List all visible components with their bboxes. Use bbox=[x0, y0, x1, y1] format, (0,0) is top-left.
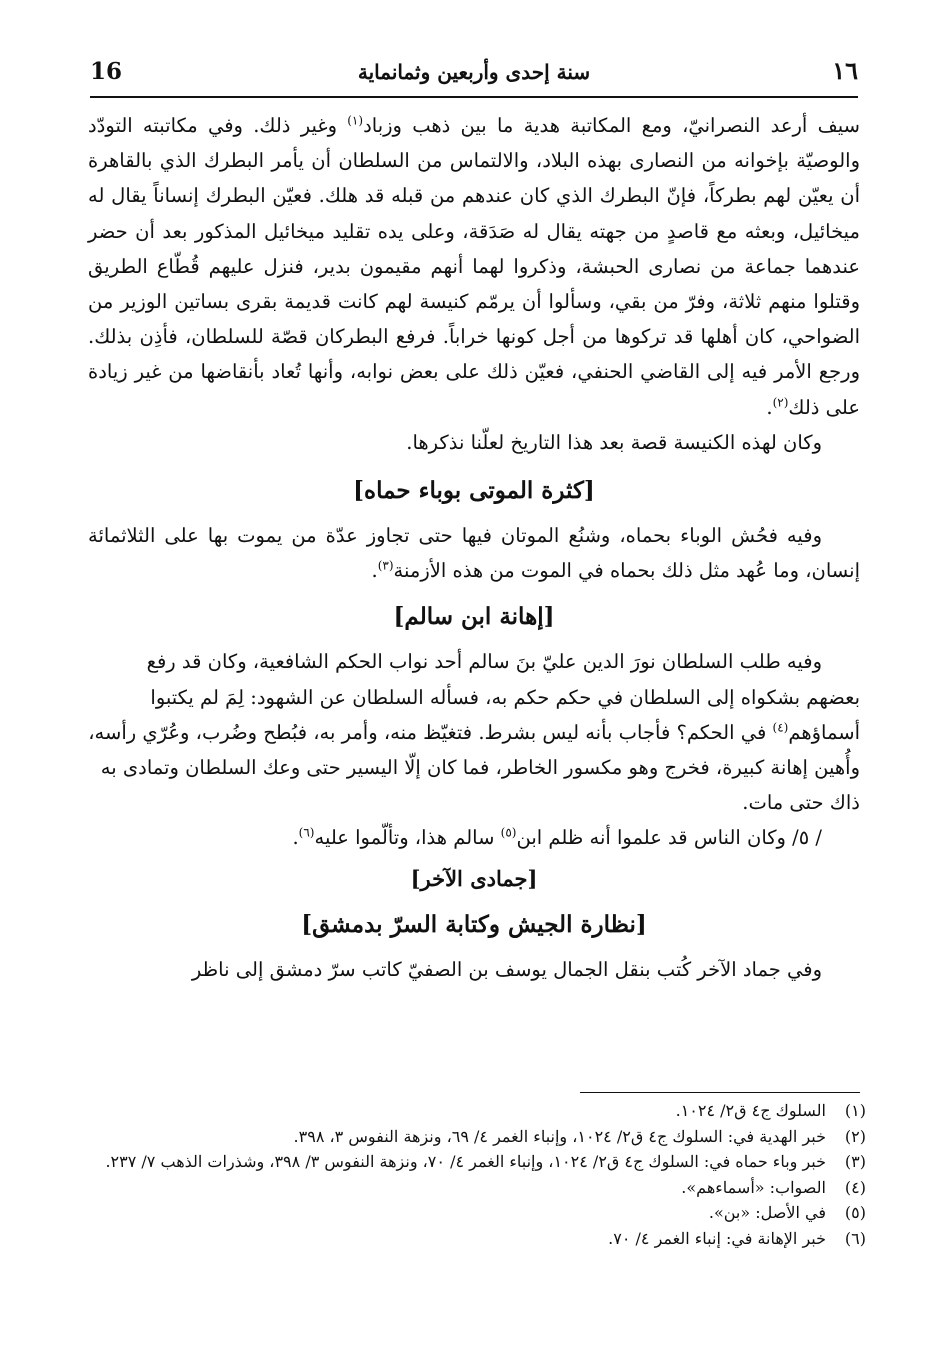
footnote-text: السلوك ج٤ ق٢/ ١٠٢٤. bbox=[675, 1101, 826, 1120]
footnote-item bbox=[90, 1098, 866, 1124]
running-header bbox=[90, 58, 858, 98]
paragraph-text: في الحكم؟ فأجاب بأنه ليس بشرط. فتغيّظ منه، وأمر به، فبُطح وضُرب، وعُرّي رأسه، وأُهين إهانة كبيرة، فخرج وهو مكسور الخاطر، فما كان إلّا اليسير حتى وعك السلطان وتمادى به ذاك حتى مات. bbox=[88, 720, 860, 815]
section-heading-ibn-salim: [إهانة ابن سالم] bbox=[393, 603, 555, 631]
page-number-latin: 16 bbox=[90, 58, 123, 85]
paragraph-text: سالم هذا، وتألّموا عليه bbox=[314, 826, 495, 850]
footnote-item bbox=[90, 1200, 866, 1226]
paragraph-text: وفيه فحُش الوباء بحماه، وشنُع الموتان فيها حتى تجاوز عدّة من يموت بها على الثلاثمائة إنسان، وما عُهد مثل ذلك بحماه في الموت من هذه الأزمنة bbox=[88, 524, 860, 583]
section-heading-jumada: [جمادى الآخر] bbox=[410, 865, 538, 891]
footnote-item bbox=[90, 1124, 866, 1150]
footnote-number: (٥) bbox=[844, 1203, 866, 1222]
paragraph-people bbox=[88, 820, 860, 855]
paragraph-ibn-salim bbox=[88, 644, 860, 820]
punctuation: . bbox=[292, 826, 299, 850]
paragraph-text: سيف أرعد النصرانيّ، ومع المكاتبة هدية ما بين ذهب وزباد bbox=[363, 114, 860, 137]
footnote-number: (١) bbox=[844, 1101, 866, 1120]
paragraph-text: وفيه طلب السلطان نورَ الدين عليّ بنَ سالم أحد نواب الحكم الشافعية، وكان قد رفع بعضهم بشكواه إلى السلطان في حكم حكم به، فسأله السلطان عن الشهود: لِمَ لم يكتبوا أسماؤهم bbox=[146, 650, 860, 744]
paragraph-plague bbox=[88, 518, 860, 588]
footnote-ref-1: (١) bbox=[347, 113, 364, 128]
section-heading-damascus: [نظارة الجيش وكتابة السرّ بدمشق] bbox=[301, 910, 647, 938]
footnote-number: (٦) bbox=[844, 1228, 866, 1248]
footnote-text: خبر الهدية في: السلوك ج٤ ق٢/ ١٠٢٤، وإنباء الغمر ٤/ ٦٩، ونزهة النفوس ٣، ٣٩٨. bbox=[293, 1126, 826, 1146]
footnote-item bbox=[90, 1175, 866, 1201]
footnote-number: (٤) bbox=[844, 1177, 866, 1197]
footnote-item bbox=[90, 1149, 866, 1175]
section-heading-plague: [كثرة الموتى بوباء حماه] bbox=[353, 477, 595, 505]
paragraph-damascus: وفي جماد الآخر كُتب بنقل الجمال يوسف بن الصفيّ كاتب سرّ دمشق إلى ناظر bbox=[191, 957, 822, 981]
footnote-divider bbox=[580, 1092, 860, 1093]
footnote-ref-2: (٢) bbox=[772, 395, 789, 410]
paragraph-text: / ٥/ وكان الناس قد علموا أنه ظلم ابن bbox=[516, 826, 822, 850]
footnote-text: في الأصل: «بن». bbox=[708, 1203, 826, 1222]
page-number-arabic: ١٦ bbox=[832, 56, 858, 85]
running-title: سنة إحدى وأربعين وثمانماية bbox=[357, 60, 591, 84]
footnote-item bbox=[90, 1226, 866, 1252]
footnote-number: (٣) bbox=[844, 1152, 866, 1171]
footnote-ref-4: (٤) bbox=[772, 720, 789, 735]
footnote-text: خبر الإهانة في: إنباء الغمر ٤/ ٧٠. bbox=[608, 1228, 826, 1248]
paragraph-gift bbox=[88, 108, 860, 425]
footnotes bbox=[90, 1098, 866, 1251]
footnote-text: خبر وباء حماه في: السلوك ج٤ ق٢/ ١٠٢٤، وإنباء الغمر ٤/ ٧٠، ونزهة النفوس ٣/ ٣٩٨، وشذرات الذهب ٧/ ٢٣٧. bbox=[105, 1152, 826, 1171]
punctuation: . bbox=[371, 559, 378, 583]
footnote-text: الصواب: «أسماءهم». bbox=[681, 1177, 826, 1197]
punctuation: . bbox=[766, 395, 773, 419]
footnote-ref-3: (٣) bbox=[377, 558, 394, 573]
main-text bbox=[88, 108, 860, 987]
paragraph-text: وغير ذلك. وفي مكاتبته التودّد والوصيّة بإخوانه من النصارى بهذه البلاد، والالتماس من السلطان أن يأمر البطرك الذي بالقاهرة أن يعيّن لهم بطركاً، فإنّ البطرك الذي كان عندهم من قبله قد هلك. فعيّن البطرك إنساناً يقال له ميخائيل، وبعثه مع قاصدٍ من جهته يقال له صَدَقة، وعلى يده تقليد ميخائيل المذكور بعد أن حضر عندهما جماعة من نصارى الحبشة، وذكروا لهما أنهم مقيمون بدير، فنزل عليهم قُطّاع الطريق وقتلوا منهم ثلاثة، وفرّ من بقي، وسألوا أن يرمّم كنيسة لهم كانت قديمة بقرى بساتين الوزير من الضواحي، كان أهلها قد تركوها من أجل كونها خراباً. فرفع البطركان قصّة للسلطان، فأذِن بذلك. ورجع الأمر فيه إلى القاضي الحنفي، فعيّن ذلك على بعض نوابه، وأنها تُعاد بأنقاضها من غير زيادة على ذلك bbox=[88, 114, 861, 419]
footnote-ref-5: (٥) bbox=[500, 825, 517, 840]
footnote-number: (٢) bbox=[844, 1126, 866, 1146]
paragraph-church: وكان لهذه الكنيسة قصة بعد هذا التاريخ لعلّنا نذكرها. bbox=[406, 430, 822, 454]
footnote-ref-6: (٦) bbox=[298, 825, 315, 840]
